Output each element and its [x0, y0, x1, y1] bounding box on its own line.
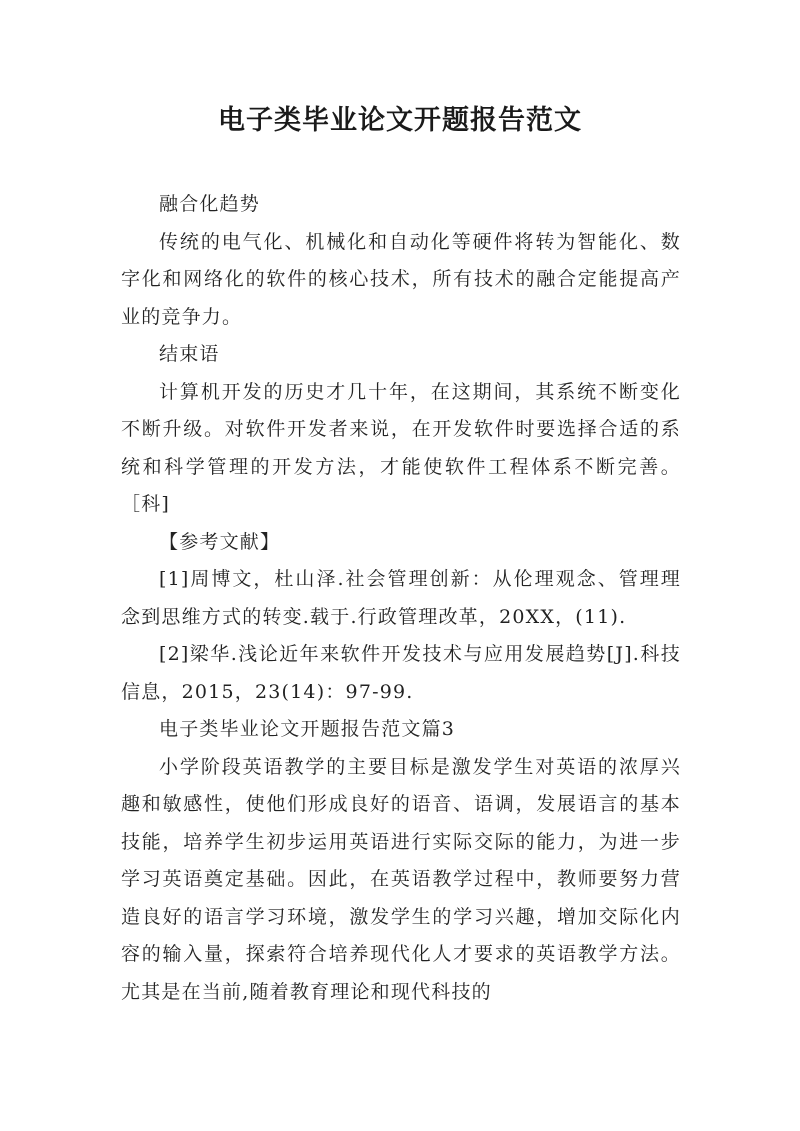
document-title: 电子类毕业论文开题报告范文 [218, 105, 582, 136]
paragraph-english-teaching: 小学阶段英语教学的主要目标是激发学生对英语的浓厚兴趣和敏感性，使他们形成良好的语音、语调，发展语言的基本技能，培养学生初步运用英语进行实际交际的能力，为进一步学习英语奠定基础。因此，在英语教学过程中，教师要努力营造良好的语言学习环境，激发学生的学习兴趣，增加交际化内容的输入量，探索符合培养现代化人才要求的英语教学方法。尤其是在当前,随着教育理论和现代科技的 [121, 755, 681, 1003]
section-heading-conclusion: 结束语 [159, 343, 220, 365]
reference-item-1: [1]周博文，杜山泽.社会管理创新：从伦理观念、管理理念到思维方式的转变.载于.行政管理改革，20XX，(11). [121, 568, 681, 628]
section-heading-references: 【参考文献】 [159, 530, 281, 553]
reference-item-2: [2]梁华.浅论近年来软件开发技术与应用发展趋势[J].科技信息，2015，23(14)：97-99. [121, 643, 681, 703]
document-body [121, 186, 681, 1011]
paragraph-conclusion: 计算机开发的历史才几十年，在这期间，其系统不断变化不断升级。对软件开发者来说，在开发软件时要选择合适的系统和科学管理的开发方法，才能使软件工程体系不断完善。［科] [121, 380, 681, 515]
paragraph-fusion-trend: 传统的电气化、机械化和自动化等硬件将转为智能化、数字化和网络化的软件的核心技术，所有技术的融合定能提高产业的竞争力。 [121, 230, 681, 328]
section-heading-fusion-trend: 融合化趋势 [159, 193, 261, 215]
section-heading-sample-3: 电子类毕业论文开题报告范文篇3 [159, 718, 456, 740]
